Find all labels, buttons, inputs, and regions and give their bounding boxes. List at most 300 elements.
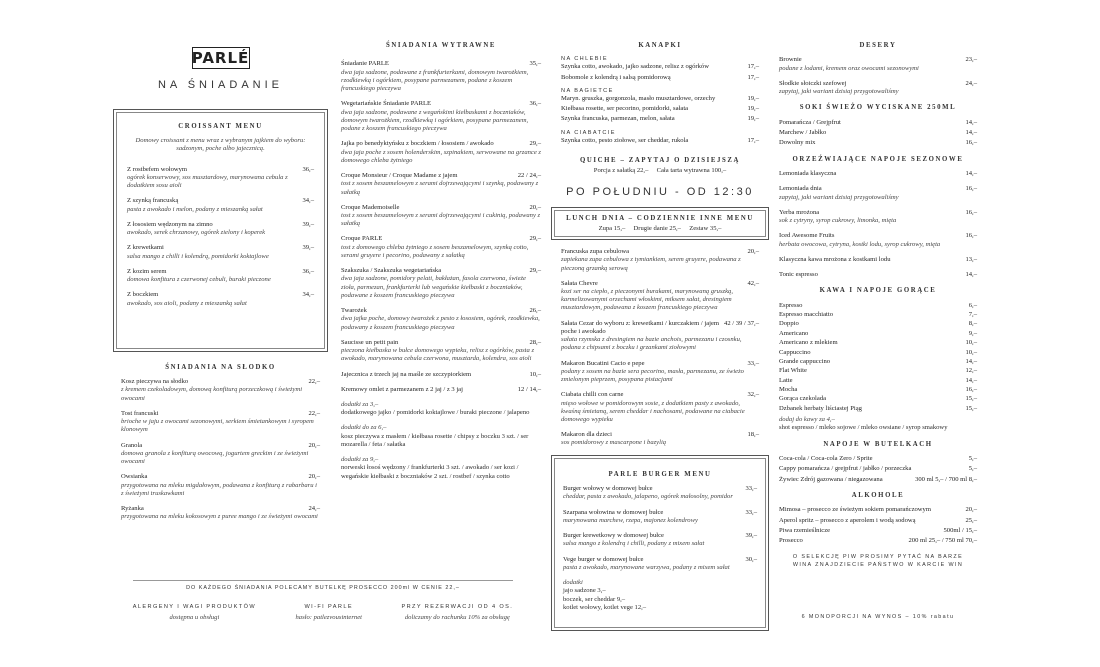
menu-item-row	[561, 431, 759, 439]
item-description: awokado, serek chrzanowy, ogórek zielony i koperek	[127, 229, 266, 237]
item-description: marynowana marchew, rzepa, majonez kolendrowy	[563, 516, 698, 524]
menu-item	[561, 280, 759, 313]
item-name: Prosecco	[779, 537, 803, 545]
bottled-title: NAPOJE W BUTELKACH	[823, 440, 933, 448]
item-price: 16,–	[965, 208, 977, 216]
parle-logo: PARLÉ	[192, 47, 250, 69]
menu-item-row	[779, 358, 977, 365]
item-price: 8,–	[968, 320, 977, 328]
menu-item	[341, 60, 541, 93]
menu-item-row	[561, 360, 759, 368]
item-description: dwa jaja poche z sosem holenderskim, szpinakiem, serwowane na grzance z domowego chleba żytniego	[341, 148, 541, 164]
item-name: Z krewetkami	[127, 244, 164, 252]
page-subtitle: NA ŚNIADANIE	[157, 79, 284, 91]
menu-item-row	[341, 60, 541, 68]
item-name: Espresso macchiatto	[779, 311, 834, 319]
menu-item-row	[341, 386, 541, 394]
item-price: 30,–	[745, 555, 757, 563]
menu-item-row	[563, 532, 757, 540]
juices-title: SOKI ŚWIEŻO WYCISKANE 250ML	[799, 104, 957, 112]
sandwich-group-label: NA CHLEBIE	[561, 56, 608, 63]
menu-item	[341, 235, 541, 260]
croissant-title: CROISSANT MENU	[178, 122, 263, 130]
item-name: Yerba mrożona	[779, 208, 820, 216]
item-description: zapytaj, jaki wariant dzisiaj przygotowaliśmy	[779, 193, 899, 201]
menu-item	[779, 256, 977, 264]
item-price: 34,–	[302, 197, 314, 205]
item-name: Dowolny mix	[779, 139, 816, 147]
item-description: tost z sosem beszamelowym z serami dojrzewającymi i cukinią, podawany z sałatką	[341, 212, 541, 228]
item-price: 42 / 39 / 37,–	[724, 319, 759, 327]
sandwich-group-label: NA CIABATCIE	[561, 129, 616, 136]
menu-item	[779, 119, 977, 127]
menu-item-row	[127, 268, 314, 276]
item-description: domowa konfitura z czerwonej cebuli, buraki pieczone	[127, 276, 271, 284]
menu-item-row	[779, 330, 977, 337]
item-name: Brownie	[779, 56, 802, 64]
menu-item-row	[563, 509, 757, 517]
menu-item-row	[341, 339, 541, 347]
menu-item-row	[341, 307, 541, 315]
menu-item-row	[121, 505, 320, 513]
item-name: Cappy pomarańcza / grejpfrut / jabłko / porzeczka	[779, 465, 912, 473]
menu-item-row	[121, 410, 320, 418]
menu-item-row	[779, 256, 977, 264]
item-price: 16,–	[965, 232, 977, 240]
item-price: 200 ml 25,– / 750 ml 70,–	[908, 537, 977, 545]
item-name: Z rostbefem wołowym	[127, 165, 188, 173]
lunch-line: Zupa 15,– Drugie danie 25,– Zestaw 35,–	[598, 224, 722, 232]
item-name: Sałata Cezar do wyboru z: krewetkami / kurczakiem / jajem poche i awokado	[561, 319, 720, 335]
menu-item	[779, 386, 977, 393]
burger-addon: jajo sadzone 3,–	[563, 587, 606, 595]
menu-item-row	[121, 378, 320, 386]
item-description: zapytaj, jaki wariant dzisiaj przygotowaliśmy	[779, 88, 899, 96]
item-name: Aperol spritz – prosecco z aperolem i wodą sodową	[779, 516, 916, 524]
item-name: Tost francuski	[121, 409, 159, 417]
menu-item	[779, 185, 977, 201]
item-description: brioche w jaju z owocami sezonowymi, serkiem śmietankowym i syropem klonowym	[121, 418, 314, 434]
item-price: 39,–	[745, 532, 757, 540]
item-name: Granola	[121, 441, 143, 449]
item-description: ogórek konserwowy, sos musztardowy, marynowana cebula z dodatkiem sosu aioli	[127, 173, 288, 190]
menu-item-row	[341, 371, 541, 379]
coffee-title: KAWA I NAPOJE GORĄCE	[819, 287, 937, 295]
menu-item	[779, 476, 977, 484]
item-name: Americano z mlekiem	[779, 339, 838, 347]
menu-item	[779, 349, 977, 356]
item-price: 14,–	[965, 357, 977, 365]
item-name: Wegetariańskie Śniadanie PARLE	[341, 100, 432, 108]
item-description: tost z domowego chleba żytniego z sosem beszamelowym, szynką cotto, serami gruyere i pecorino, podawany z sałatką	[341, 243, 529, 259]
reservation-desc: doliczamy do rachunku 10% za obsługę	[404, 613, 510, 621]
item-description: cheddar, pasta z awokado, jalapeno, ogórek małosolny, pomidor	[563, 493, 733, 501]
menu-item	[779, 527, 977, 535]
menu-item	[779, 271, 977, 279]
item-name: Śniadanie PARLE	[341, 60, 389, 68]
menu-item-row	[341, 204, 541, 212]
lunch-box	[551, 207, 769, 240]
menu-item	[341, 172, 541, 197]
item-name: Lemoniada dnia	[779, 185, 822, 193]
quiche-title: QUICHE – ZAPYTAJ O DZISIEJSZĄ	[580, 156, 740, 164]
item-price: 36,–	[529, 100, 541, 108]
menu-item	[561, 248, 759, 273]
menu-item-row	[779, 56, 977, 64]
item-price: 17,–	[747, 136, 759, 144]
sandwich-item	[561, 137, 759, 145]
menu-item	[563, 556, 757, 572]
croissant-intro: Domowy croissant z menu wraz z wybranym jajkiem do wyboru: sadzonym, poche albo jajecznicą.	[135, 137, 306, 153]
menu-item-row	[779, 395, 977, 402]
wine-note: O SELEKCJĘ PIW PROSIMY PYTAĆ NA BARZE WINA ZNAJDZIECIE PAŃSTWO W KARCIE WIN	[792, 554, 964, 569]
menu-item-row	[779, 311, 977, 318]
menu-item-row	[127, 197, 314, 205]
addon-list: norweski łosoś wędzony / frankfurterki 3 szt. / awokado / ser kozi / wegańskie kiełbaski z boczniaków 2 szt. / rostbef / szynka cotto	[341, 464, 519, 480]
item-price: 18,–	[747, 431, 759, 439]
menu-item	[779, 139, 977, 147]
addon-title: dodatki za 9,–	[341, 456, 379, 464]
item-price: 29,–	[529, 267, 541, 275]
desserts-title: DESERY	[859, 42, 897, 49]
item-description: podany z sosem na bazie sera pecorino, masła, parmezanu, ze świeżo zmielonym pieprzem, posypana pistacjami	[561, 367, 744, 384]
item-price: 25,–	[965, 516, 977, 524]
item-name: Ryżanka	[121, 505, 144, 513]
item-price: 9,–	[968, 329, 977, 337]
item-price: 28,–	[529, 338, 541, 346]
item-price: 20,–	[308, 473, 320, 481]
item-name: Kosz pieczywa na słodko	[121, 378, 189, 386]
item-name: Iced Awesome Fruits	[779, 232, 835, 240]
menu-item-row	[779, 185, 977, 193]
item-price: 36,–	[302, 267, 314, 275]
menu-item-row	[779, 119, 977, 127]
menu-item	[341, 339, 541, 364]
item-description: sos pomidorowy z mascarpone i bazylią	[561, 439, 667, 447]
prosecco-note: DO KAŻDEGO ŚNIADANIA POLECAMY BUTELKĘ PROSECCO 200ml W CENIE 22,–	[186, 585, 460, 591]
item-description: podane z lodami, kremem oraz owocami sezonowymi	[779, 64, 919, 72]
addon-list: dodatkowego jajko / pomidorki koktajlowe / buraki pieczone / jalapeno	[341, 409, 530, 417]
menu-item	[779, 320, 977, 327]
menu-item	[779, 377, 977, 384]
item-price: 32,–	[747, 391, 759, 399]
menu-item-row	[341, 100, 541, 108]
menu-item	[341, 267, 541, 300]
item-description: pasta z awokado i melon, podany z mieszanką sałat	[127, 205, 263, 213]
menu-item	[341, 140, 541, 165]
item-price: 6,–	[968, 301, 977, 309]
item-name: Croque PARLE	[341, 235, 383, 243]
menu-item	[779, 232, 977, 248]
coffee-note-1: dodaj do kawy za 4,–	[779, 416, 835, 424]
sandwich-item	[561, 74, 759, 82]
menu-item-row	[779, 139, 977, 147]
takeaway-note: 6 MONOPORCJI NA WYNOS – 10% rabatu	[801, 614, 955, 620]
menu-item	[563, 509, 757, 525]
item-name: Burger wołowy w domowej bułce	[563, 485, 653, 493]
menu-item	[779, 330, 977, 337]
item-name: Szynka francuska, parmezan, melon, sałata	[561, 115, 675, 123]
item-price: 20,–	[308, 441, 320, 449]
item-price: 17,–	[747, 63, 759, 71]
item-name: Pomarańcza / Grejpfrut	[779, 118, 841, 126]
item-name: Szarpana wołowina w domowej bułce	[563, 508, 664, 516]
item-name: Flat White	[779, 367, 807, 375]
item-name: Saucisse un petit pain	[341, 338, 399, 346]
menu-item	[779, 209, 977, 225]
menu-item	[121, 505, 320, 521]
menu-item-row	[127, 244, 314, 252]
menu-item	[779, 455, 977, 463]
menu-item	[561, 391, 759, 424]
addon-title: dodatki do za 6,–	[341, 424, 387, 432]
item-name: Vege burger w domowej bułce	[563, 555, 644, 563]
item-price: 300 ml 5,– / 700 ml 8,–	[915, 475, 977, 483]
menu-item-row	[779, 476, 977, 484]
menu-item-row	[779, 80, 977, 88]
item-price: 16,–	[965, 386, 977, 394]
menu-item-row	[779, 405, 977, 412]
item-description: sałata rzymska z dresingiem na bazie anchois, parmezanu i czosnku, podana z chipsami z boczku i grzankami ziołowymi	[561, 336, 742, 352]
menu-item-row	[779, 455, 977, 463]
menu-item-row	[121, 473, 320, 481]
item-name: Kiełbasa rosette, ser pecorino, pomidorki, sałata	[561, 105, 689, 113]
sandwich-group-label: NA BAGIETCE	[561, 87, 614, 94]
menu-item-row	[341, 267, 541, 275]
menu-item-row	[779, 320, 977, 327]
item-price: 16,–	[965, 185, 977, 193]
item-name: Bobomole z kolendrą i salsą pomidorową	[561, 73, 671, 81]
menu-item	[563, 485, 757, 501]
addon-group	[341, 401, 541, 417]
item-price: 14,–	[965, 376, 977, 384]
menu-item-row	[779, 386, 977, 393]
item-name: Jajka po benedyktyńsku z boczkiem / łososiem / awokado	[341, 140, 494, 148]
item-price: 39,–	[302, 220, 314, 228]
burger-addons-title: dodatki	[563, 579, 583, 587]
item-name: Ciabata chilli con carne	[561, 391, 624, 399]
item-name: Mocha	[779, 386, 798, 394]
item-name: Croque Mademoiselle	[341, 203, 400, 211]
menu-item	[779, 170, 977, 178]
item-description: domowa granola z konfiturą owocową, jogurtem greckim i ze świeżymi owocami	[121, 449, 309, 466]
column-drinks	[779, 38, 977, 620]
sandwich-item	[561, 115, 759, 123]
burger-addon: boczek, ser cheddar 9,–	[563, 595, 626, 603]
item-price: 42,–	[747, 279, 759, 287]
item-name: Maryn. gruszka, gorgonzola, masło musztardowe, orzechy	[561, 94, 716, 102]
menu-item	[127, 197, 314, 213]
allergens-title: ALERGENY I WAGI PRODUKTÓW	[132, 603, 257, 610]
item-price: 20,–	[965, 506, 977, 514]
menu-item	[341, 307, 541, 332]
item-name: Lemoniada klasyczna	[779, 170, 837, 178]
item-description: herbata owocowa, cytryna, kostki lodu, syrop cukrowy, mięta	[779, 240, 941, 248]
addon-group	[341, 456, 541, 481]
menu-item	[121, 473, 320, 498]
item-description: tost z sosem beszamelowym z serami dojrzewającymi i szynką, podawany z sałatką	[341, 180, 539, 196]
burger-addon: kotlet wołowy, kotlet vege 12,–	[563, 603, 647, 611]
item-price: 12,–	[965, 367, 977, 375]
menu-item	[779, 80, 977, 96]
menu-item	[563, 532, 757, 548]
item-name: Makaron dla dzieci	[561, 431, 612, 439]
sandwich-item	[561, 95, 759, 103]
item-name: Tonic espresso	[779, 270, 818, 278]
menu-item-row	[779, 367, 977, 374]
item-name: Z łososiem wędzonym na zimno	[127, 220, 213, 228]
item-price: 5,–	[968, 465, 977, 473]
item-price: 36,–	[302, 165, 314, 173]
item-name: Latte	[779, 376, 793, 384]
item-price: 14,–	[965, 129, 977, 137]
item-name: Szynka cotto, pesto ziołowe, ser cheddar, rukola	[561, 136, 689, 144]
item-price: 14,–	[965, 270, 977, 278]
menu-item-row	[127, 221, 314, 229]
item-description: przygotowana na mleku migdałowym, podawana z konfiturą z rabarbaru i z świeżymi truskawkami	[121, 481, 317, 497]
item-price: 33,–	[745, 508, 757, 516]
item-description: pasta z awokado, marynowane warzywa, podany z mixem sałat	[563, 563, 730, 571]
item-name: Dzbanek herbaty liściastej Piąg	[779, 404, 862, 412]
item-description: kozi ser na ciepło, z pieczonymi burakami, marynowaną gruszką, karmelizowanymi orzechami włoskimi, miksem sałat, dresingiem musztardowym, podawana z koszem francuskiego pieczywa	[561, 287, 733, 312]
menu-item	[341, 371, 541, 379]
addon-list: kosz pieczywa z masłem / kiełbasa rosette / chipsy z boczku 3 szt. / ser mozarella / feta / sałatka	[341, 432, 529, 448]
item-description: przygotowana na mleku kokosowym z puree mango i ze świeżymi owocami	[121, 513, 318, 521]
item-price: 19,–	[747, 94, 759, 102]
item-price: 24,–	[308, 505, 320, 513]
item-name: Burger krewetkowy w domowej bułce	[563, 532, 664, 540]
item-name: Twarożek	[341, 307, 367, 315]
wifi-desc: hasło: patlezvousinternet	[295, 613, 362, 621]
menu-item-row	[341, 140, 541, 148]
item-price: 7,–	[968, 311, 977, 319]
column-breakfast	[341, 38, 541, 488]
item-price: 14,–	[965, 170, 977, 178]
menu-item-row	[561, 280, 759, 288]
menu-item-row	[779, 506, 977, 514]
menu-item-row	[779, 339, 977, 346]
item-price: 19,–	[747, 115, 759, 123]
menu-item	[779, 367, 977, 374]
menu-item-row	[561, 248, 759, 256]
menu-item-row	[561, 391, 759, 399]
menu-item-row	[341, 235, 541, 243]
item-price: 33,–	[747, 359, 759, 367]
menu-item	[779, 302, 977, 309]
menu-item-row	[563, 485, 757, 493]
item-price: 20,–	[529, 203, 541, 211]
footer	[113, 580, 533, 622]
item-price: 29,–	[529, 235, 541, 243]
menu-item-row	[341, 172, 541, 180]
item-price: 19,–	[747, 105, 759, 113]
item-price: 5,–	[968, 455, 977, 463]
sandwich-item	[561, 105, 759, 113]
sandwich-item	[561, 63, 759, 71]
item-name: Doppio	[779, 320, 799, 328]
item-description: mięso wołowe w pomidorowym sosie, z dodatkiem pasty z awokado, kwaśną śmietaną, serem cheddar i nachosami, podawane na ciabacie domowego wypieku	[561, 399, 745, 424]
menu-item-row	[779, 232, 977, 240]
menu-item-row	[779, 129, 977, 137]
menu-item	[561, 320, 759, 353]
breakfast-title: ŚNIADANIA WYTRAWNE	[385, 42, 497, 49]
menu-item-row	[779, 349, 977, 356]
item-name: Croque Monsieur / Croque Madame z jajem	[341, 172, 458, 180]
item-name: Marchew / Jabłko	[779, 129, 827, 137]
item-name: Z szynką francuską	[127, 197, 179, 205]
menu-item	[779, 537, 977, 545]
item-name: Szynka cotto, awokado, jajko sadzone, relisz z ogórków	[561, 63, 709, 71]
item-price: 10,–	[529, 370, 541, 378]
item-name: Z boczkiem	[127, 291, 159, 299]
burger-title: PARLE BURGER MENU	[608, 470, 712, 478]
item-price: 10,–	[965, 339, 977, 347]
coffee-note-2: shot espresso / mleko sojowe / mleko owsiane / syrop smakowy	[779, 424, 948, 432]
menu-item-row	[779, 537, 977, 545]
menu-item	[779, 358, 977, 365]
menu-item	[779, 395, 977, 402]
menu-item-row	[779, 465, 977, 473]
item-name: Gorąca czekolada	[779, 395, 827, 403]
item-name: Makaron Bucatini Cacio e pepe	[561, 359, 645, 367]
menu-item	[779, 311, 977, 318]
menu-item-row	[779, 170, 977, 178]
item-name: Żywiec Zdrój gazowana / niegazowana	[779, 475, 883, 483]
item-name: Sałata Chevre	[561, 279, 598, 287]
croissant-box	[113, 109, 328, 352]
item-name: Coca-cola / Coca-cola Zero / Sprite	[779, 455, 873, 463]
item-price: 35,–	[529, 60, 541, 68]
item-price: 29,–	[529, 140, 541, 148]
allergens-desc: dostępna u obsługi	[169, 613, 220, 621]
menu-item-row	[127, 166, 314, 174]
item-description: dwa jaja sadzone, pomidory pelati, bakłażan, fasola czerwona, świeże zioła, parmezan, frankfurterki lub wegańskie kiełbaski z boczniaków, podawane z koszem francuskiego pieczywa	[341, 275, 526, 299]
item-description: dwa jaja sadzone, podawane z wegańskimi kiełbaskami z boczniaków, domowym twarożkiem, rzodkiewką i ogórkiem, posypane parmezanem, podane z koszem francuskiego pieczywa	[341, 108, 529, 133]
item-name: Cappuccino	[779, 348, 811, 356]
column-croissant	[113, 40, 328, 529]
menu-item	[779, 339, 977, 346]
menu-item	[779, 129, 977, 137]
item-price: 15,–	[965, 404, 977, 412]
addon-group	[341, 424, 541, 449]
item-price: 22,–	[308, 378, 320, 386]
menu-item	[127, 166, 314, 191]
burger-box	[551, 455, 769, 631]
menu-item-row	[779, 527, 977, 535]
lunch-title: LUNCH DNIA – CODZIENNIE INNE MENU	[566, 215, 754, 223]
menu-item-row	[779, 209, 977, 217]
menu-item	[779, 465, 977, 473]
menu-item	[127, 291, 314, 307]
menu-item-row	[779, 517, 977, 525]
item-price: 22 / 24,–	[517, 172, 541, 180]
item-price: 24,–	[965, 79, 977, 87]
item-description: dwa jaja sadzone, podawane z frankfurterkami, domowym twarożkiem, rzodkiewką i ogórkiem, posypane parmezanem, podane z koszem francuskiego pieczywa	[341, 68, 529, 93]
item-name: Americano	[779, 329, 809, 337]
wifi-title: WI-FI PARLE	[304, 603, 353, 610]
item-price: 500ml / 15,–	[943, 526, 977, 534]
item-price: 12 / 14,–	[517, 385, 541, 393]
item-description: dwa jajka poche, domowy twarożek z pesto z łososiem, ogórek, rzodkiewka, podawany z koszem francuskiego pieczywa	[341, 315, 540, 331]
item-name: Z kozim serem	[127, 267, 167, 275]
menu-item	[779, 506, 977, 514]
item-name: Mimosa – prosecco ze świeżym sokiem pomarańczowym	[779, 506, 931, 514]
item-name: Owsianka	[121, 473, 148, 481]
item-price: 34,–	[302, 291, 314, 299]
seasonal-title: ORZEŹWIAJĄCE NAPOJE SEZONOWE	[792, 155, 964, 163]
item-name: Klasyczna kawa mrożona z kostkami lodu	[779, 255, 891, 263]
column-lunch	[561, 38, 759, 631]
